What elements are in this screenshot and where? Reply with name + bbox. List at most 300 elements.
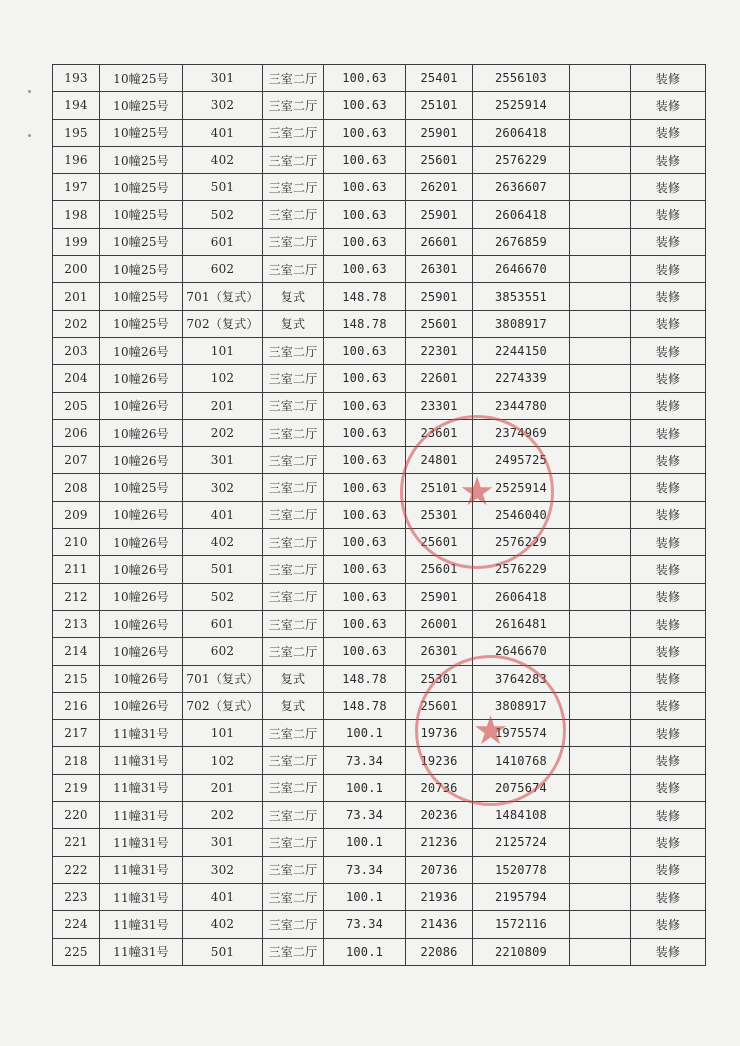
building-cell: 10幢26号 — [100, 665, 183, 692]
building-cell: 10幢26号 — [100, 447, 183, 474]
building-cell: 10幢25号 — [100, 65, 183, 92]
area-cell: 100.1 — [324, 720, 406, 747]
total-price-cell: 2616481 — [473, 610, 570, 637]
building-cell: 10幢26号 — [100, 501, 183, 528]
area-cell: 100.63 — [324, 174, 406, 201]
note-cell: 装修 — [631, 92, 706, 119]
layout-cell: 三室二厅 — [263, 610, 324, 637]
row-number-cell: 224 — [53, 911, 100, 938]
area-cell: 148.78 — [324, 665, 406, 692]
area-cell: 73.34 — [324, 802, 406, 829]
blank-cell — [570, 228, 631, 255]
row-number-cell: 223 — [53, 883, 100, 910]
total-price-cell: 2374969 — [473, 419, 570, 446]
table-row — [53, 256, 706, 283]
unit-price-cell: 20736 — [406, 856, 473, 883]
note-cell: 装修 — [631, 747, 706, 774]
building-cell: 10幢25号 — [100, 228, 183, 255]
total-price-cell: 2274339 — [473, 365, 570, 392]
building-cell: 11幢31号 — [100, 774, 183, 801]
area-cell: 100.63 — [324, 146, 406, 173]
building-cell: 10幢25号 — [100, 283, 183, 310]
blank-cell — [570, 92, 631, 119]
layout-cell: 三室二厅 — [263, 774, 324, 801]
note-cell: 装修 — [631, 501, 706, 528]
layout-cell: 复式 — [263, 665, 324, 692]
table-row — [53, 610, 706, 637]
unit-price-cell: 22301 — [406, 337, 473, 364]
price-list-table — [52, 64, 706, 966]
room-cell: 201 — [183, 392, 263, 419]
area-cell: 73.34 — [324, 911, 406, 938]
building-cell: 11幢31号 — [100, 802, 183, 829]
table-row — [53, 638, 706, 665]
row-number-cell: 206 — [53, 419, 100, 446]
area-cell: 148.78 — [324, 692, 406, 719]
layout-cell: 三室二厅 — [263, 119, 324, 146]
total-price-cell: 3853551 — [473, 283, 570, 310]
note-cell: 装修 — [631, 474, 706, 501]
table-row — [53, 310, 706, 337]
total-price-cell: 2556103 — [473, 65, 570, 92]
table-row — [53, 665, 706, 692]
layout-cell: 三室二厅 — [263, 883, 324, 910]
unit-price-cell: 19736 — [406, 720, 473, 747]
note-cell: 装修 — [631, 228, 706, 255]
blank-cell — [570, 665, 631, 692]
table-row — [53, 228, 706, 255]
building-cell: 10幢25号 — [100, 310, 183, 337]
unit-price-cell: 25901 — [406, 201, 473, 228]
total-price-cell: 2244150 — [473, 337, 570, 364]
building-cell: 11幢31号 — [100, 829, 183, 856]
blank-cell — [570, 720, 631, 747]
total-price-cell: 2525914 — [473, 474, 570, 501]
total-price-cell: 2606418 — [473, 119, 570, 146]
note-cell: 装修 — [631, 447, 706, 474]
note-cell: 装修 — [631, 283, 706, 310]
room-cell: 701（复式） — [183, 665, 263, 692]
building-cell: 11幢31号 — [100, 911, 183, 938]
unit-price-cell: 25901 — [406, 119, 473, 146]
unit-price-cell: 22086 — [406, 938, 473, 965]
room-cell: 302 — [183, 856, 263, 883]
room-cell: 601 — [183, 610, 263, 637]
table-row — [53, 829, 706, 856]
layout-cell: 三室二厅 — [263, 337, 324, 364]
table-row — [53, 774, 706, 801]
area-cell: 148.78 — [324, 310, 406, 337]
seal-star-icon: ★ — [472, 707, 509, 754]
table-row — [53, 283, 706, 310]
blank-cell — [570, 256, 631, 283]
row-number-cell: 208 — [53, 474, 100, 501]
table-row — [53, 883, 706, 910]
total-price-cell: 2576229 — [473, 529, 570, 556]
room-cell: 601 — [183, 228, 263, 255]
room-cell: 301 — [183, 829, 263, 856]
layout-cell: 三室二厅 — [263, 65, 324, 92]
table-row — [53, 856, 706, 883]
unit-price-cell: 26601 — [406, 228, 473, 255]
area-cell: 100.63 — [324, 228, 406, 255]
area-cell: 100.63 — [324, 256, 406, 283]
unit-price-cell: 25601 — [406, 146, 473, 173]
note-cell: 装修 — [631, 310, 706, 337]
blank-cell — [570, 146, 631, 173]
unit-price-cell: 24801 — [406, 447, 473, 474]
building-cell: 10幢25号 — [100, 201, 183, 228]
note-cell: 装修 — [631, 638, 706, 665]
note-cell: 装修 — [631, 829, 706, 856]
table-row — [53, 419, 706, 446]
total-price-cell: 2344780 — [473, 392, 570, 419]
area-cell: 100.63 — [324, 583, 406, 610]
building-cell: 10幢25号 — [100, 174, 183, 201]
room-cell: 101 — [183, 337, 263, 364]
note-cell: 装修 — [631, 201, 706, 228]
building-cell: 10幢26号 — [100, 337, 183, 364]
layout-cell: 三室二厅 — [263, 529, 324, 556]
area-cell: 100.63 — [324, 119, 406, 146]
total-price-cell: 2646670 — [473, 638, 570, 665]
blank-cell — [570, 283, 631, 310]
layout-cell: 三室二厅 — [263, 856, 324, 883]
row-number-cell: 194 — [53, 92, 100, 119]
total-price-cell: 2210809 — [473, 938, 570, 965]
unit-price-cell: 20236 — [406, 802, 473, 829]
layout-cell: 复式 — [263, 692, 324, 719]
building-cell: 10幢25号 — [100, 256, 183, 283]
building-cell: 10幢26号 — [100, 529, 183, 556]
total-price-cell: 1484108 — [473, 802, 570, 829]
unit-price-cell: 25601 — [406, 556, 473, 583]
room-cell: 501 — [183, 174, 263, 201]
building-cell: 10幢26号 — [100, 583, 183, 610]
total-price-cell: 2606418 — [473, 201, 570, 228]
total-price-cell: 2646670 — [473, 256, 570, 283]
table-row — [53, 747, 706, 774]
blank-cell — [570, 447, 631, 474]
table-row — [53, 556, 706, 583]
table-body — [53, 65, 706, 966]
blank-cell — [570, 337, 631, 364]
room-cell: 202 — [183, 419, 263, 446]
note-cell: 装修 — [631, 256, 706, 283]
room-cell: 401 — [183, 119, 263, 146]
area-cell: 100.63 — [324, 65, 406, 92]
room-cell: 502 — [183, 583, 263, 610]
blank-cell — [570, 938, 631, 965]
building-cell: 10幢26号 — [100, 392, 183, 419]
area-cell: 100.63 — [324, 419, 406, 446]
unit-price-cell: 25601 — [406, 692, 473, 719]
unit-price-cell: 25401 — [406, 65, 473, 92]
row-number-cell: 209 — [53, 501, 100, 528]
room-cell: 301 — [183, 65, 263, 92]
layout-cell: 三室二厅 — [263, 256, 324, 283]
layout-cell: 三室二厅 — [263, 174, 324, 201]
area-cell: 100.63 — [324, 474, 406, 501]
row-number-cell: 220 — [53, 802, 100, 829]
room-cell: 301 — [183, 447, 263, 474]
unit-price-cell: 26201 — [406, 174, 473, 201]
table-row — [53, 692, 706, 719]
table-row — [53, 583, 706, 610]
blank-cell — [570, 365, 631, 392]
blank-cell — [570, 911, 631, 938]
room-cell: 501 — [183, 938, 263, 965]
row-number-cell: 198 — [53, 201, 100, 228]
room-cell: 502 — [183, 201, 263, 228]
total-price-cell: 2606418 — [473, 583, 570, 610]
room-cell: 402 — [183, 529, 263, 556]
table-row — [53, 529, 706, 556]
blank-cell — [570, 583, 631, 610]
row-number-cell: 211 — [53, 556, 100, 583]
row-number-cell: 200 — [53, 256, 100, 283]
layout-cell: 三室二厅 — [263, 501, 324, 528]
row-number-cell: 221 — [53, 829, 100, 856]
layout-cell: 三室二厅 — [263, 747, 324, 774]
unit-price-cell: 23301 — [406, 392, 473, 419]
blank-cell — [570, 392, 631, 419]
note-cell: 装修 — [631, 856, 706, 883]
layout-cell: 三室二厅 — [263, 802, 324, 829]
unit-price-cell: 20736 — [406, 774, 473, 801]
layout-cell: 三室二厅 — [263, 474, 324, 501]
area-cell: 100.63 — [324, 556, 406, 583]
area-cell: 100.63 — [324, 365, 406, 392]
table-row — [53, 174, 706, 201]
row-number-cell: 193 — [53, 65, 100, 92]
unit-price-cell: 21236 — [406, 829, 473, 856]
blank-cell — [570, 856, 631, 883]
building-cell: 10幢26号 — [100, 638, 183, 665]
room-cell: 402 — [183, 146, 263, 173]
note-cell: 装修 — [631, 610, 706, 637]
total-price-cell: 2546040 — [473, 501, 570, 528]
area-cell: 148.78 — [324, 283, 406, 310]
unit-price-cell: 23601 — [406, 419, 473, 446]
layout-cell: 三室二厅 — [263, 419, 324, 446]
note-cell: 装修 — [631, 365, 706, 392]
layout-cell: 三室二厅 — [263, 392, 324, 419]
row-number-cell: 212 — [53, 583, 100, 610]
note-cell: 装修 — [631, 174, 706, 201]
layout-cell: 三室二厅 — [263, 228, 324, 255]
table-row — [53, 365, 706, 392]
building-cell: 11幢31号 — [100, 747, 183, 774]
total-price-cell: 2636607 — [473, 174, 570, 201]
layout-cell: 三室二厅 — [263, 938, 324, 965]
unit-price-cell: 22601 — [406, 365, 473, 392]
blank-cell — [570, 201, 631, 228]
blank-cell — [570, 883, 631, 910]
note-cell: 装修 — [631, 556, 706, 583]
table-row — [53, 92, 706, 119]
row-number-cell: 195 — [53, 119, 100, 146]
note-cell: 装修 — [631, 529, 706, 556]
unit-price-cell: 25301 — [406, 665, 473, 692]
room-cell: 401 — [183, 501, 263, 528]
row-number-cell: 222 — [53, 856, 100, 883]
note-cell: 装修 — [631, 392, 706, 419]
area-cell: 100.63 — [324, 610, 406, 637]
unit-price-cell: 26301 — [406, 638, 473, 665]
note-cell: 装修 — [631, 146, 706, 173]
note-cell: 装修 — [631, 802, 706, 829]
table-row — [53, 447, 706, 474]
table-row — [53, 65, 706, 92]
layout-cell: 三室二厅 — [263, 447, 324, 474]
note-cell: 装修 — [631, 337, 706, 364]
building-cell: 11幢31号 — [100, 883, 183, 910]
total-price-cell: 3808917 — [473, 310, 570, 337]
layout-cell: 三室二厅 — [263, 720, 324, 747]
table-row — [53, 501, 706, 528]
room-cell: 302 — [183, 474, 263, 501]
room-cell: 401 — [183, 883, 263, 910]
unit-price-cell: 26001 — [406, 610, 473, 637]
table-row — [53, 938, 706, 965]
area-cell: 100.63 — [324, 392, 406, 419]
area-cell: 73.34 — [324, 856, 406, 883]
row-number-cell: 225 — [53, 938, 100, 965]
blank-cell — [570, 474, 631, 501]
row-number-cell: 199 — [53, 228, 100, 255]
total-price-cell: 1520778 — [473, 856, 570, 883]
unit-price-cell: 25601 — [406, 310, 473, 337]
unit-price-cell: 21936 — [406, 883, 473, 910]
room-cell: 102 — [183, 747, 263, 774]
row-number-cell: 196 — [53, 146, 100, 173]
total-price-cell: 2576229 — [473, 146, 570, 173]
row-number-cell: 205 — [53, 392, 100, 419]
building-cell: 10幢25号 — [100, 92, 183, 119]
blank-cell — [570, 747, 631, 774]
note-cell: 装修 — [631, 911, 706, 938]
row-number-cell: 204 — [53, 365, 100, 392]
blank-cell — [570, 556, 631, 583]
layout-cell: 三室二厅 — [263, 583, 324, 610]
note-cell: 装修 — [631, 65, 706, 92]
room-cell: 101 — [183, 720, 263, 747]
unit-price-cell: 25301 — [406, 501, 473, 528]
note-cell: 装修 — [631, 692, 706, 719]
unit-price-cell: 25901 — [406, 583, 473, 610]
total-price-cell: 2495725 — [473, 447, 570, 474]
unit-price-cell: 25101 — [406, 474, 473, 501]
building-cell: 11幢31号 — [100, 720, 183, 747]
table-row — [53, 911, 706, 938]
total-price-cell: 2525914 — [473, 92, 570, 119]
area-cell: 100.63 — [324, 201, 406, 228]
area-cell: 100.1 — [324, 829, 406, 856]
total-price-cell: 2195794 — [473, 883, 570, 910]
layout-cell: 三室二厅 — [263, 92, 324, 119]
row-number-cell: 203 — [53, 337, 100, 364]
row-number-cell: 201 — [53, 283, 100, 310]
note-cell: 装修 — [631, 583, 706, 610]
row-number-cell: 215 — [53, 665, 100, 692]
building-cell: 10幢26号 — [100, 692, 183, 719]
table-row — [53, 337, 706, 364]
total-price-cell: 3808917 — [473, 692, 570, 719]
unit-price-cell: 25101 — [406, 92, 473, 119]
blank-cell — [570, 174, 631, 201]
row-number-cell: 216 — [53, 692, 100, 719]
area-cell: 100.63 — [324, 529, 406, 556]
layout-cell: 复式 — [263, 310, 324, 337]
area-cell: 73.34 — [324, 747, 406, 774]
layout-cell: 三室二厅 — [263, 556, 324, 583]
margin-dot — [28, 134, 31, 137]
building-cell: 11幢31号 — [100, 856, 183, 883]
building-cell: 10幢26号 — [100, 365, 183, 392]
table-row — [53, 474, 706, 501]
blank-cell — [570, 638, 631, 665]
building-cell: 10幢26号 — [100, 419, 183, 446]
area-cell: 100.63 — [324, 337, 406, 364]
table-row — [53, 720, 706, 747]
building-cell: 10幢26号 — [100, 556, 183, 583]
row-number-cell: 217 — [53, 720, 100, 747]
note-cell: 装修 — [631, 774, 706, 801]
total-price-cell: 1410768 — [473, 747, 570, 774]
room-cell: 702（复式） — [183, 692, 263, 719]
blank-cell — [570, 610, 631, 637]
layout-cell: 三室二厅 — [263, 365, 324, 392]
room-cell: 402 — [183, 911, 263, 938]
blank-cell — [570, 310, 631, 337]
row-number-cell: 213 — [53, 610, 100, 637]
note-cell: 装修 — [631, 720, 706, 747]
margin-dot — [28, 90, 31, 93]
building-cell: 10幢25号 — [100, 146, 183, 173]
blank-cell — [570, 802, 631, 829]
total-price-cell: 2125724 — [473, 829, 570, 856]
total-price-cell: 2676859 — [473, 228, 570, 255]
area-cell: 100.1 — [324, 883, 406, 910]
room-cell: 501 — [183, 556, 263, 583]
table-row — [53, 146, 706, 173]
layout-cell: 三室二厅 — [263, 201, 324, 228]
unit-price-cell: 26301 — [406, 256, 473, 283]
note-cell: 装修 — [631, 938, 706, 965]
row-number-cell: 214 — [53, 638, 100, 665]
note-cell: 装修 — [631, 419, 706, 446]
layout-cell: 复式 — [263, 283, 324, 310]
row-number-cell: 210 — [53, 529, 100, 556]
unit-price-cell: 21436 — [406, 911, 473, 938]
row-number-cell: 218 — [53, 747, 100, 774]
total-price-cell: 1975574 — [473, 720, 570, 747]
layout-cell: 三室二厅 — [263, 829, 324, 856]
area-cell: 100.1 — [324, 938, 406, 965]
blank-cell — [570, 501, 631, 528]
layout-cell: 三室二厅 — [263, 911, 324, 938]
blank-cell — [570, 829, 631, 856]
room-cell: 102 — [183, 365, 263, 392]
building-cell: 10幢26号 — [100, 610, 183, 637]
area-cell: 100.63 — [324, 447, 406, 474]
row-number-cell: 207 — [53, 447, 100, 474]
blank-cell — [570, 774, 631, 801]
note-cell: 装修 — [631, 119, 706, 146]
building-cell: 10幢25号 — [100, 474, 183, 501]
row-number-cell: 197 — [53, 174, 100, 201]
